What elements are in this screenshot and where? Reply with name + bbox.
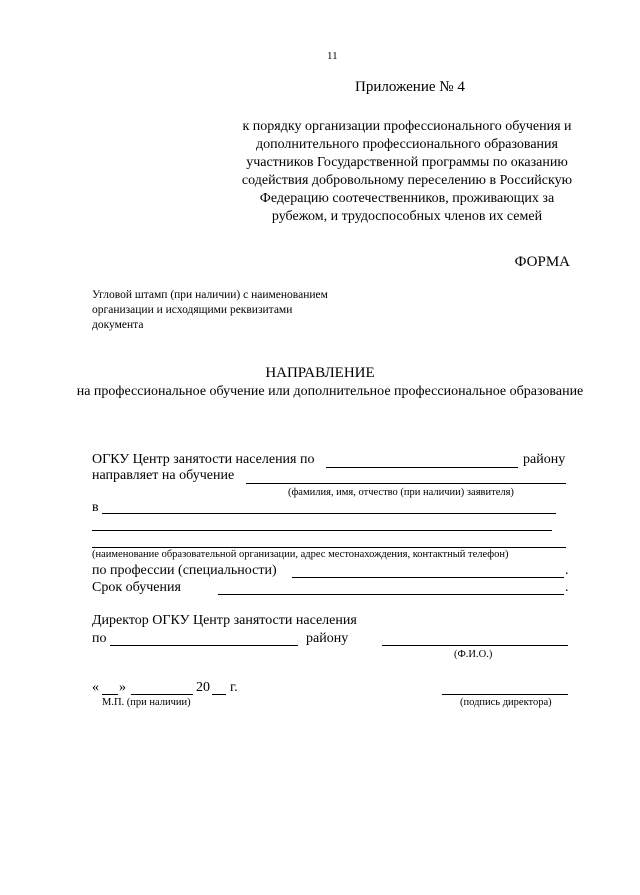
organization-field-line-1[interactable] bbox=[102, 513, 556, 514]
applicant-hint: (фамилия, имя, отчество (при наличии) заявителя) bbox=[288, 487, 514, 498]
corner-stamp-note: Угловой штамп (при наличии) с наименованием организации и исходящими реквизитами документа bbox=[92, 289, 328, 331]
page-number: 11 bbox=[327, 50, 338, 62]
district-field-line[interactable] bbox=[326, 467, 518, 468]
date-quote-open: « bbox=[92, 680, 99, 695]
director-district-field-line[interactable] bbox=[110, 645, 298, 646]
director-signature-hint: (подпись директора) bbox=[460, 697, 552, 708]
applicant-field-line[interactable] bbox=[246, 483, 566, 484]
date-day-field-line[interactable] bbox=[102, 694, 118, 695]
date-year-field-line[interactable] bbox=[212, 694, 226, 695]
fio-hint: (Ф.И.О.) bbox=[454, 649, 493, 660]
document-title: НАПРАВЛЕНИЕ bbox=[265, 365, 375, 381]
appendix-title: Приложение № 4 bbox=[355, 79, 465, 95]
employment-center-label: ОГКУ Центр занятости населения по bbox=[92, 452, 315, 467]
organization-field-line-3[interactable] bbox=[92, 547, 566, 548]
in-label: в bbox=[92, 500, 99, 515]
training-term-label: Срок обучения bbox=[92, 580, 181, 595]
date-year-prefix: 20 bbox=[196, 680, 210, 695]
profession-label: по профессии (специальности) bbox=[92, 563, 277, 578]
organization-hint: (наименование образовательной организации, адрес местонахождения, контактный телефон) bbox=[92, 549, 509, 560]
director-name-field-line[interactable] bbox=[382, 645, 568, 646]
term-period: . bbox=[565, 580, 569, 595]
profession-field-line[interactable] bbox=[292, 577, 564, 578]
document-subtitle: на профессиональное обучение или дополнительное профессиональное образование bbox=[76, 384, 584, 399]
profession-period: . bbox=[565, 563, 569, 578]
appendix-description: к порядку организации профессионального обучения и дополнительного профессионального образования участников Государственной программы по оказанию содействия добровольному переселению в Российскую Федерацию соотечественников, проживающих за рубежом, и трудоспособных членов их семей bbox=[241, 119, 573, 224]
director-signature-field-line[interactable] bbox=[442, 694, 568, 695]
director-label: Директор ОГКУ Центр занятости населения bbox=[92, 613, 357, 628]
date-quote-close: » bbox=[119, 680, 126, 695]
date-year-suffix: г. bbox=[230, 680, 238, 695]
organization-field-line-2[interactable] bbox=[92, 530, 552, 531]
date-month-field-line[interactable] bbox=[131, 694, 193, 695]
sends-to-training-label: направляет на обучение bbox=[92, 468, 235, 483]
director-district-word: району bbox=[306, 631, 349, 646]
stamp-place-hint: М.П. (при наличии) bbox=[102, 697, 191, 708]
director-po-label: по bbox=[92, 631, 107, 646]
district-word: району bbox=[523, 452, 566, 467]
form-label: ФОРМА bbox=[514, 254, 570, 270]
training-term-field-line[interactable] bbox=[218, 594, 564, 595]
